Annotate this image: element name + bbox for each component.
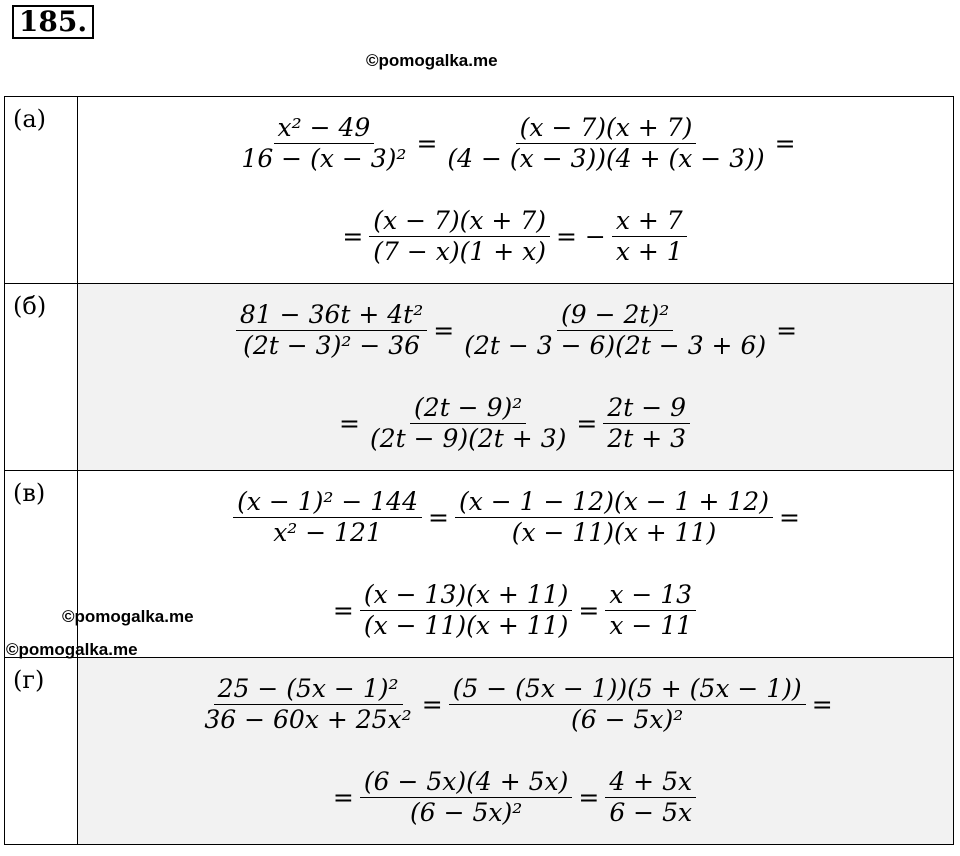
- equals-sign: =: [338, 408, 360, 438]
- equation-line: [78, 563, 953, 657]
- table-row: [5, 658, 954, 845]
- part-solution: [78, 471, 954, 658]
- part-label: (а): [5, 97, 78, 284]
- part-label: (б): [5, 284, 78, 471]
- part-solution: [78, 97, 954, 284]
- equals-sign: =: [576, 408, 598, 438]
- equation-line: [78, 284, 953, 376]
- equals-sign: =: [774, 128, 796, 158]
- fraction: $\frac{(x - 1 - 12)(x - 1 + 12)}{(x - 11)(x + 11)}$: [455, 487, 773, 548]
- equation-line: [78, 658, 953, 750]
- equals-sign: =: [421, 689, 443, 719]
- watermark: ©pomogalka.me: [6, 640, 138, 659]
- fraction: $\frac{\text{x² − 49}}{\text{16 − (x − 3)²}}$: [241, 112, 407, 173]
- equation-line: [78, 750, 953, 844]
- watermark: ©pomogalka.me: [62, 607, 194, 626]
- equation-line: [78, 471, 953, 563]
- fraction: $\frac{4 + 5x}{6 - 5x}$: [605, 767, 696, 828]
- equals-sign: =: [332, 595, 354, 625]
- equals-sign: = −: [555, 221, 606, 251]
- equals-sign: =: [578, 595, 600, 625]
- table-row: [5, 471, 954, 658]
- table-row: [5, 284, 954, 471]
- equals-sign: =: [578, 782, 600, 812]
- solution-table: [4, 96, 954, 845]
- fraction: $\frac{\text{(x − 1)² − 144}}{\text{x² − 121}}$: [233, 487, 422, 548]
- part-label: (г): [5, 658, 78, 845]
- fraction: $\frac{(5 - (5x - 1))(5 + (5x - 1))}{\text{(6 − 5x)²}}$: [449, 674, 806, 735]
- equation-line: [78, 97, 953, 189]
- fraction: $\frac{(x - 13)(x + 11)}{(x - 11)(x + 11)}$: [360, 580, 573, 641]
- equals-sign: =: [342, 221, 364, 251]
- table-row: [5, 97, 954, 284]
- equals-sign: =: [428, 502, 449, 532]
- equals-sign: =: [433, 315, 455, 345]
- fraction: $\frac{\text{25 − (5x − 1)²}}{\text{36 − 60x + 25x²}}$: [204, 673, 412, 734]
- fraction: $\frac{x + 7}{x + 1}$: [612, 206, 687, 267]
- equals-sign: =: [416, 128, 438, 158]
- fraction: $\frac{\text{(2t − 9)²}}{(2t - 9)(2t + 3)}$: [369, 392, 567, 453]
- fraction: $\frac{(6 - 5x)(4 + 5x)}{\text{(6 − 5x)²}}$: [360, 767, 573, 828]
- fraction: $\frac{\text{81 − 36t + 4t²}}{\text{(2t − 3)² − 36}}$: [236, 300, 427, 361]
- equals-sign: =: [811, 689, 833, 719]
- fraction: $\frac{2t - 9}{2t + 3}$: [603, 393, 690, 454]
- watermark: ©pomogalka.me: [366, 51, 498, 70]
- fraction: $\frac{(x - 7)(x + 7)}{(7 - x)(1 + x)}$: [369, 206, 550, 267]
- equals-sign: =: [778, 502, 800, 532]
- fraction: $\frac{\text{(9 − 2t)²}}{(2t - 3 - 6)(2t - 3 + 6)}$: [464, 299, 767, 360]
- part-label: (в): [5, 471, 78, 658]
- problem-number: 185.: [12, 5, 94, 39]
- equation-line: [78, 376, 953, 470]
- fraction: $\frac{x - 13}{x - 11}$: [605, 580, 696, 641]
- equals-sign: =: [332, 782, 354, 812]
- equals-sign: =: [776, 315, 798, 345]
- part-solution: [78, 658, 954, 845]
- equation-line: [78, 189, 953, 283]
- part-solution: [78, 284, 954, 471]
- fraction: $\frac{(x - 7)(x + 7)}{(4 - (x - 3))(4 + (x - 3))}$: [447, 112, 765, 173]
